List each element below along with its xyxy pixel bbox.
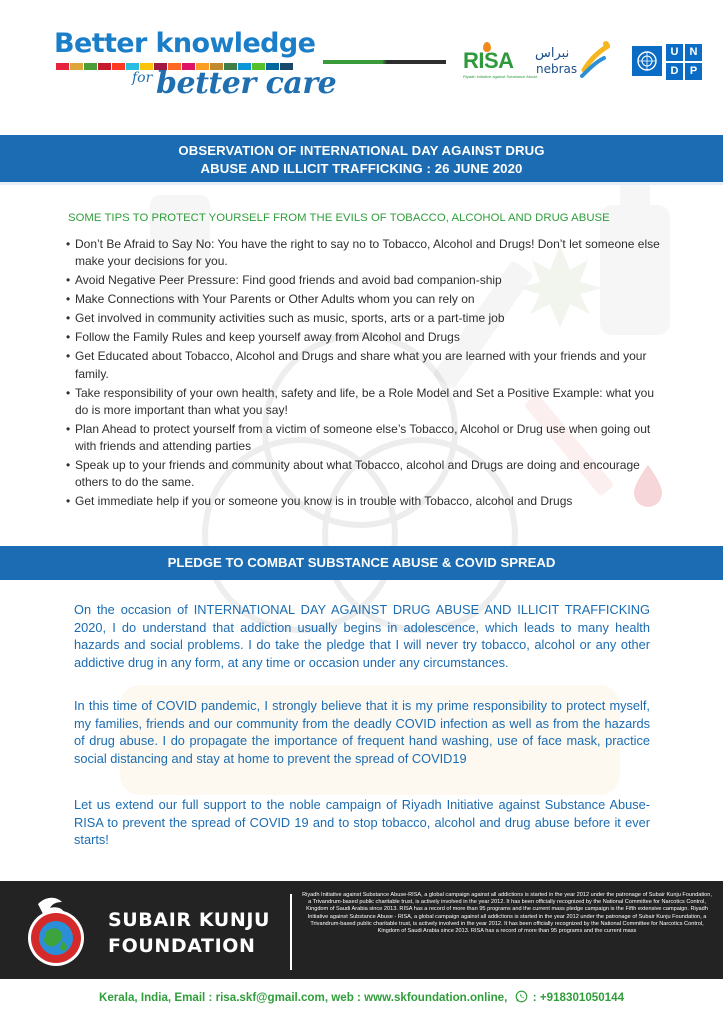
undp-letter: N xyxy=(685,44,702,61)
page-header xyxy=(0,0,723,135)
tip-item: • Follow the Family Rules and keep yourself away from Alcohol and Drugs xyxy=(66,329,666,346)
tip-item: • Avoid Negative Peer Pressure: Find good friends and avoid bad companion-ship xyxy=(66,272,666,289)
nebras-logo xyxy=(535,40,610,85)
brand-for: for xyxy=(132,70,153,86)
pledge-paragraph: In this time of COVID pandemic, I strongly believe that it is my prime responsibility to protect myself, my families, friends and our community from the deadly COVID infection as well as from the hazards of drug abuse. I do propagate the importance of frequent hand washing, use of face mask, practice social distancing and stay at home to prevent the spread of COVID19 xyxy=(74,698,650,766)
footer-description: Riyadh Initiative against Substance Abuse-RISA, a global campaign against all addictions is started in the year 2012 under the patronage of Subair Kunju Foundation, a Trivandrum-based public charitable trust, is actively involved in the year 2012. It has been officially recognized by the National Committee for Narcotics Control, Kingdom of Saudi Arabia since 2013. RISA has a record of more than 95 programs and the current mass pledge campaign is the Fifth extensive campaign. Riyadh Initiative against Substance Abuse - RISA, a global campaign against all addictions is started in the year 2012 under the patronage of Subair Kunju Foundation, a Trivandrum-based public charitable trust, is actively involved in the year 2012. It has been officially recognized by the National Committee for Narcotics Control, Kingdom of Saudi Arabia since 2013. RISA has a record of more than 95 programs and the current mass xyxy=(302,892,712,935)
sdg-stripe xyxy=(84,63,97,70)
tip-item: • Make Connections with Your Parents or Other Adults whom you can rely on xyxy=(66,291,666,308)
brand-care: better care xyxy=(156,66,337,101)
foundation-name xyxy=(108,907,270,959)
tips-list xyxy=(66,236,666,512)
risa-logo-word: RISA xyxy=(463,48,514,73)
sdg-stripe xyxy=(98,63,111,70)
banner-title-line1: OBSERVATION OF INTERNATIONAL DAY AGAINST DRUG xyxy=(178,143,545,158)
foundation-logo-icon xyxy=(16,888,96,974)
whatsapp-icon xyxy=(515,990,528,1003)
pledge-banner: PLEDGE TO COMBAT SUBSTANCE ABUSE & COVID SPREAD xyxy=(0,546,723,580)
footer-divider xyxy=(290,894,292,970)
foundation-name-line1: SUBAIR KUNJU xyxy=(108,909,271,931)
tip-item: • Get immediate help if you or someone you know is in trouble with Tobacco, alcohol and Drugs xyxy=(66,493,666,510)
header-divider xyxy=(323,60,446,64)
pledge-paragraph: Let us extend our full support to the noble campaign of Riyadh Initiative against Substance Abuse-RISA to prevent the spread of COVID 19 and to stop tobacco, alcohol and drug abuse before it ever starts! xyxy=(74,797,650,848)
risa-tagline: Riyadh Initiative against Substance Abuse xyxy=(463,74,538,79)
banner-title-line2: ABUSE AND ILLICIT TRAFFICKING : 26 JUNE 2020 xyxy=(200,161,523,176)
sdg-stripe xyxy=(70,63,83,70)
sdg-stripe xyxy=(112,63,125,70)
nebras-english: nebras xyxy=(536,62,578,76)
contact-info: Kerala, India, Email : risa.skf@gmail.com, web : www.skfoundation.online, xyxy=(98,991,508,1004)
tip-item: • Take responsibility of your own health, safety and life, be a Role Model and Set a Positive Example: what you do is more important than what you say! xyxy=(66,385,666,420)
undp-letter: P xyxy=(685,63,702,80)
tips-heading: SOME TIPS TO PROTECT YOURSELF FROM THE EVILS OF TOBACCO, ALCOHOL AND DRUG ABUSE xyxy=(68,212,610,224)
risa-logo xyxy=(463,42,538,82)
contact-phone: : +918301050144 xyxy=(532,991,625,1004)
sdg-stripe xyxy=(126,63,139,70)
brand-line1: Better knowledge xyxy=(54,28,316,59)
tip-item: • Get involved in community activities such as music, sports, arts or a part-time job xyxy=(66,310,666,327)
undp-letter: D xyxy=(666,63,683,80)
undp-letter: U xyxy=(666,44,683,61)
sdg-stripe xyxy=(140,63,153,70)
brand-logo xyxy=(54,28,337,108)
tip-item: • Speak up to your friends and community about what Tobacco, alcohol and Drugs are doing and encourage others to do the same. xyxy=(66,457,666,492)
pledge-paragraph: On the occasion of INTERNATIONAL DAY AGAINST DRUG ABUSE AND ILLICIT TRAFFICKING 2020, I do understand that addiction usually begins in adolescence, which leads to many health hazards and social problems. I do take the pledge that I will never try tobacco, alcohol or any other addictive drug in any form, at any time or occasion under any circumstances. xyxy=(74,602,650,670)
nebras-swoosh-icon xyxy=(580,40,610,80)
un-emblem-icon xyxy=(632,46,662,76)
tip-item: • Plan Ahead to protect yourself from a victim of someone else’s Tobacco, Alcohol or Drug use when going out with friends and attending parties xyxy=(66,421,666,456)
observation-banner xyxy=(0,135,723,185)
foundation-name-line2: FOUNDATION xyxy=(108,935,256,957)
page-footer xyxy=(0,881,723,979)
undp-logo xyxy=(632,44,704,80)
contact-line xyxy=(0,979,723,1024)
nebras-arabic: نبراس xyxy=(535,46,570,61)
sdg-stripe xyxy=(56,63,69,70)
tip-item: • Get Educated about Tobacco, Alcohol and Drugs and share what you are learned with your friends and your family. xyxy=(66,348,666,383)
tip-item: • Don’t Be Afraid to Say No: You have the right to say no to Tobacco, Alcohol and Drugs! Don’t let someone else make your decisions for you. xyxy=(66,236,666,271)
